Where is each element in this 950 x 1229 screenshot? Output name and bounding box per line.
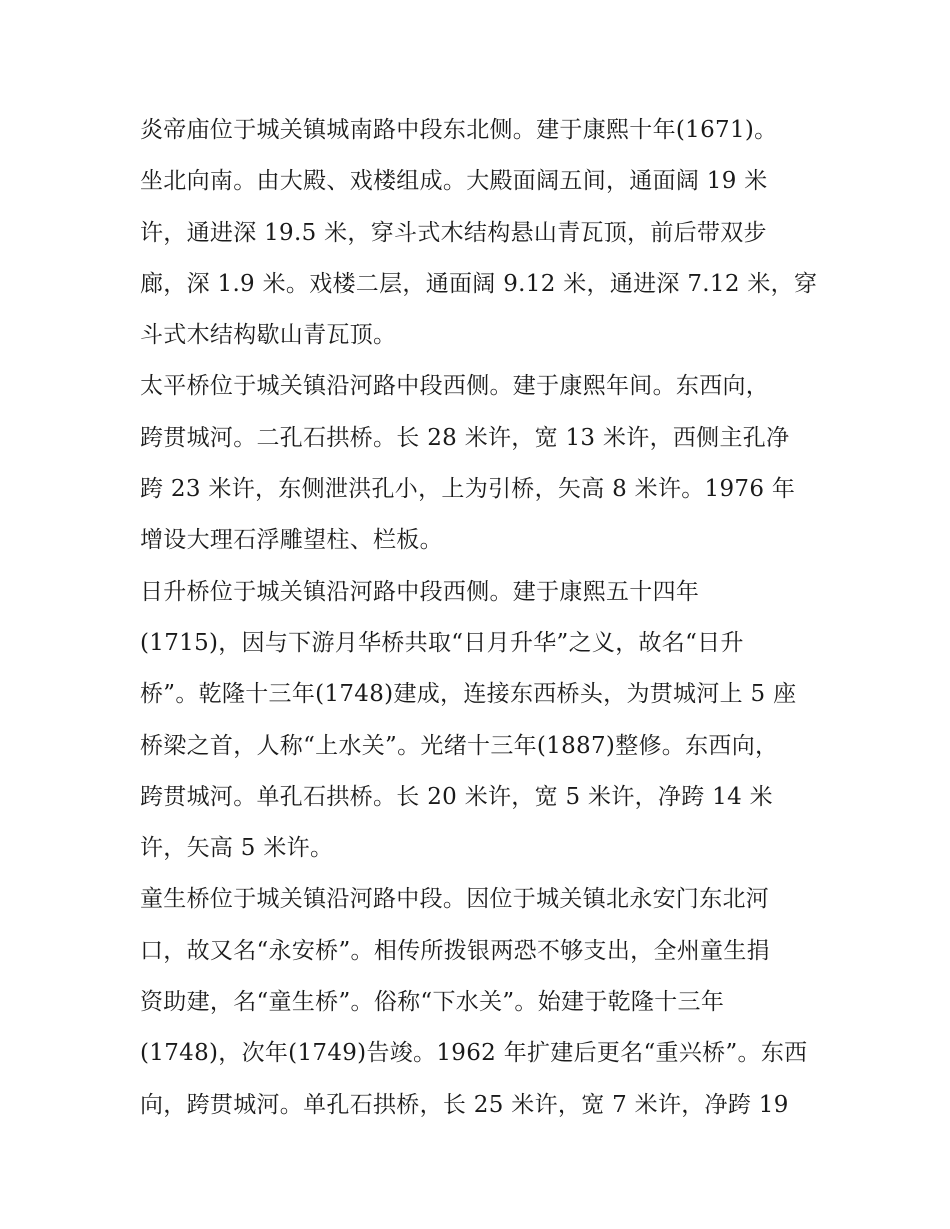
- document-body: [140, 105, 820, 1131]
- paragraph-risheng-bridge: [140, 567, 820, 875]
- text-line: 坐北向南。由大殿、戏楼组成。大殿面阔五间，通面阔 19 米: [140, 168, 768, 195]
- text-line: 太平桥位于城关镇沿河路中段西侧。建于康熙年间。东西向，: [140, 373, 770, 400]
- text-line: 资助建，名“童生桥”。俗称“下水关”。始建于乾隆十三年: [140, 989, 725, 1016]
- text-line: 童生桥位于城关镇沿河路中段。因位于城关镇北永安门东北河: [140, 886, 770, 913]
- text-line: 炎帝庙位于城关镇城南路中段东北侧。建于康熙十年(1671)。: [140, 117, 778, 143]
- text-line: 跨贯城河。二孔石拱桥。长 28 米许，宽 13 米许，西侧主孔净: [140, 424, 790, 451]
- text-line: 廊，深 1.9 米。戏楼二层，通面阔 9.12 米，通进深 7.12 米，穿: [140, 270, 818, 297]
- paragraph-tongsheng-bridge: [140, 874, 820, 1130]
- text-line: 桥梁之首，人称“上水关”。光绪十三年(1887)整修。东西向，: [140, 732, 779, 759]
- text-line: 向，跨贯城河。单孔石拱桥，长 25 米许，宽 7 米许，净跨 19: [140, 1091, 789, 1118]
- text-line: 口，故又名“永安桥”。相传所拨银两恐不够支出，全州童生捐: [140, 937, 770, 964]
- text-line: 许，矢高 5 米许。: [140, 835, 334, 862]
- text-line: 增设大理石浮雕望柱、栏板。: [140, 527, 443, 554]
- text-line: (1748)，次年(1749)告竣。1962 年扩建后更名“重兴桥”。东西: [140, 1040, 808, 1067]
- text-line: (1715)，因与下游月华桥共取“日月升华”之义，故名“日升: [140, 629, 744, 656]
- paragraph-taiping-bridge: [140, 361, 820, 566]
- text-line: 斗式木结构歇山青瓦顶。: [140, 322, 397, 349]
- text-line: 许，通进深 19.5 米，穿斗式木结构悬山青瓦顶，前后带双步: [140, 219, 767, 246]
- text-line: 跨 23 米许，东侧泄洪孔小，上为引桥，矢高 8 米许。1976 年: [140, 476, 796, 503]
- text-line: 日升桥位于城关镇沿河路中段西侧。建于康熙五十四年: [140, 578, 700, 605]
- text-line: 跨贯城河。单孔石拱桥。长 20 米许，宽 5 米许，净跨 14 米: [140, 783, 773, 810]
- paragraph-yandi-temple: [140, 105, 820, 361]
- text-line: 桥”。乾隆十三年(1748)建成，连接东西桥头，为贯城河上 5 座: [140, 681, 797, 708]
